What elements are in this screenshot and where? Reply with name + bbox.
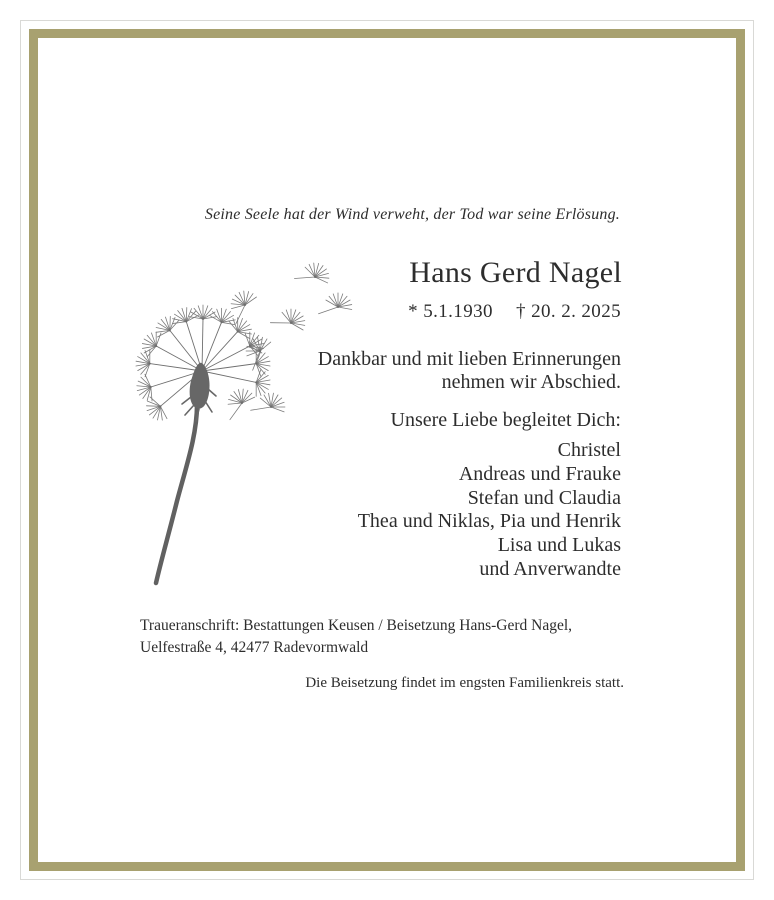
mourner-line: Stefan und Claudia [467,486,621,509]
deceased-name: Hans Gerd Nagel [409,256,622,289]
mourner-line: Lisa und Lukas [497,534,621,557]
epigraph: Seine Seele hat der Wind verweht, der Tod war seine Erlösung. [204,206,620,223]
death-date: † 20. 2. 2025 [516,301,621,322]
mourners-list [358,439,621,582]
mourner-line: Thea und Niklas, Pia und Henrik [357,510,621,533]
mourning-address-line1: Traueranschrift: Bestattungen Keusen / Beisetzung Hans-Gerd Nagel, [140,617,573,634]
farewell-message-line2: nehmen wir Abschied. [441,371,621,393]
mourner-line: Andreas und Frauke [458,462,621,485]
funeral-note: Die Beisetzung findet im engsten Familienkreis statt. [305,675,624,691]
dandelion-icon [95,255,355,595]
birth-date: * 5.1.1930 [408,301,493,322]
mourner-line: Christel [557,439,621,461]
mourner-line: und Anverwandte [479,557,621,580]
life-dates [408,301,621,323]
greeting-line: Unsere Liebe begleitet Dich: [390,409,621,431]
mourning-address-line2: Uelfestraße 4, 42477 Radevormwald [140,638,369,656]
farewell-message [318,348,621,394]
farewell-message-line1: Dankbar und mit lieben Erinnerungen [317,348,621,370]
mourning-address [140,615,572,658]
